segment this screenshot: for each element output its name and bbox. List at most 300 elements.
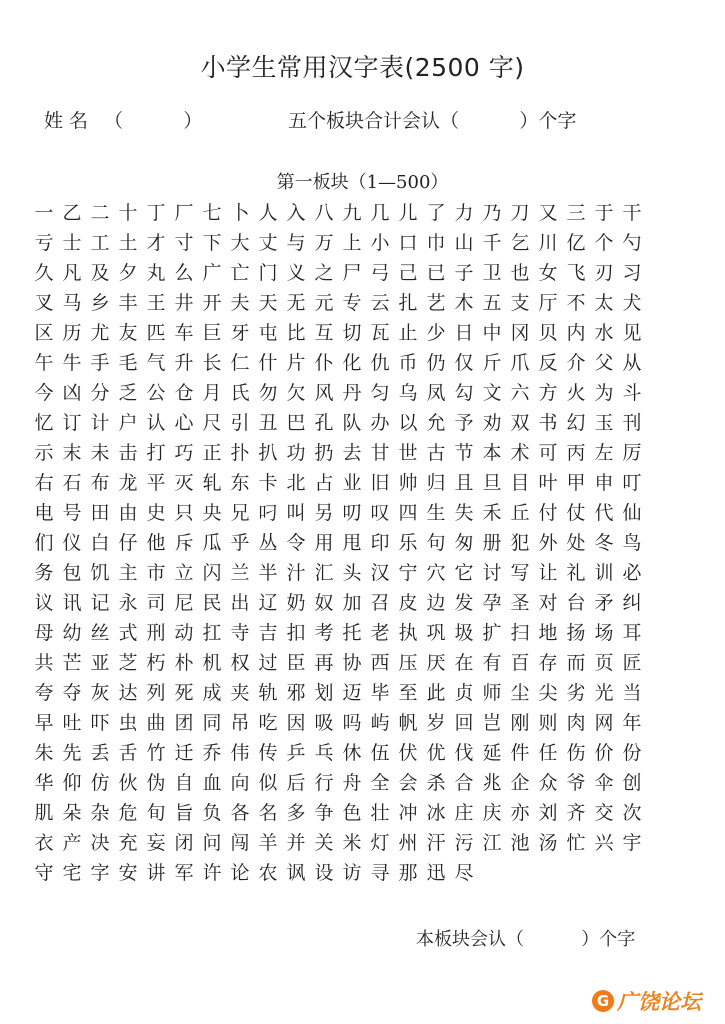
char-cell: 已 xyxy=(426,262,446,284)
char-cell: 正 xyxy=(202,442,222,464)
char-cell: 爷 xyxy=(566,772,586,794)
char-cell: 爪 xyxy=(510,352,530,374)
char-cell: 尺 xyxy=(202,412,222,434)
char-cell: 水 xyxy=(594,322,614,344)
char-cell: 团 xyxy=(174,712,194,734)
char-cell: 负 xyxy=(202,802,222,824)
char-cell: 托 xyxy=(342,622,362,644)
char-row xyxy=(30,768,702,798)
char-cell: 丢 xyxy=(90,742,110,764)
char-cell: 冬 xyxy=(594,532,614,554)
char-cell: 支 xyxy=(510,292,530,314)
char-row xyxy=(30,498,702,528)
char-cell: 传 xyxy=(258,742,278,764)
char-cell: 王 xyxy=(146,292,166,314)
char-cell: 成 xyxy=(202,682,222,704)
char-cell: 册 xyxy=(482,532,502,554)
name-label: 姓 名 xyxy=(44,110,89,132)
char-cell: 衣 xyxy=(34,832,54,854)
char-cell: 反 xyxy=(538,352,558,374)
char-cell: 日 xyxy=(454,322,474,344)
char-row xyxy=(30,408,702,438)
char-cell: 会 xyxy=(398,772,418,794)
char-cell: 汇 xyxy=(314,562,334,584)
char-cell: 东 xyxy=(230,472,250,494)
char-cell: 列 xyxy=(146,682,166,704)
char-cell: 鸟 xyxy=(622,532,642,554)
char-cell: 区 xyxy=(34,322,54,344)
char-cell: 氏 xyxy=(230,382,250,404)
char-cell: 寺 xyxy=(230,622,250,644)
char-cell: 六 xyxy=(510,382,530,404)
char-row xyxy=(30,588,702,618)
char-row xyxy=(30,348,702,378)
char-cell: 扫 xyxy=(510,622,530,644)
char-cell: 污 xyxy=(454,832,474,854)
char-cell: 节 xyxy=(454,442,474,464)
char-cell: 幻 xyxy=(566,412,586,434)
logo-mark: G xyxy=(592,990,614,1012)
char-cell: 厂 xyxy=(174,202,194,224)
char-cell: 互 xyxy=(314,322,334,344)
char-cell: 过 xyxy=(258,652,278,674)
char-cell: 井 xyxy=(174,292,194,314)
char-cell: 页 xyxy=(594,652,614,674)
char-cell: 犬 xyxy=(622,292,642,314)
char-cell: 再 xyxy=(314,652,334,674)
char-cell: 见 xyxy=(622,322,642,344)
char-cell: 羊 xyxy=(258,832,278,854)
char-cell: 田 xyxy=(90,502,110,524)
char-cell: 斤 xyxy=(482,352,502,374)
char-cell: 旧 xyxy=(370,472,390,494)
char-cell: 凡 xyxy=(62,262,82,284)
char-cell: 义 xyxy=(286,262,306,284)
char-cell: 刀 xyxy=(510,202,530,224)
char-cell: 引 xyxy=(230,412,250,434)
char-cell: 后 xyxy=(286,772,306,794)
char-cell: 闪 xyxy=(202,562,222,584)
char-cell: 丰 xyxy=(118,292,138,314)
char-cell: 片 xyxy=(286,352,306,374)
char-cell: 飞 xyxy=(566,262,586,284)
char-cell: 老 xyxy=(370,622,390,644)
char-cell: 讽 xyxy=(286,862,306,884)
char-cell: 刚 xyxy=(510,712,530,734)
char-cell: 汉 xyxy=(370,562,390,584)
char-cell: 巴 xyxy=(286,412,306,434)
char-cell: 仁 xyxy=(230,352,250,374)
char-cell: 师 xyxy=(482,682,502,704)
char-cell: 共 xyxy=(34,652,54,674)
char-cell: 儿 xyxy=(398,202,418,224)
char-cell: 户 xyxy=(118,412,138,434)
char-cell: 久 xyxy=(34,262,54,284)
char-cell: 贞 xyxy=(454,682,474,704)
char-cell: 今 xyxy=(34,382,54,404)
char-cell: 迈 xyxy=(342,682,362,704)
char-cell: 吊 xyxy=(230,712,250,734)
char-cell: 归 xyxy=(426,472,446,494)
char-cell: 兄 xyxy=(230,502,250,524)
char-row xyxy=(30,828,702,858)
char-cell: 夺 xyxy=(62,682,82,704)
char-cell: 乡 xyxy=(90,292,110,314)
char-cell: 主 xyxy=(118,562,138,584)
char-cell: 上 xyxy=(342,232,362,254)
char-cell: 历 xyxy=(62,322,82,344)
char-cell: 达 xyxy=(118,682,138,704)
char-cell: 白 xyxy=(90,532,110,554)
char-cell: 而 xyxy=(566,652,586,674)
char-cell: 划 xyxy=(314,682,334,704)
char-cell: 旦 xyxy=(482,472,502,494)
char-cell: 及 xyxy=(90,262,110,284)
char-cell: 轨 xyxy=(258,682,278,704)
char-cell: 轧 xyxy=(202,472,222,494)
char-cell: 令 xyxy=(286,532,306,554)
char-cell: 那 xyxy=(398,862,418,884)
char-cell: 世 xyxy=(398,442,418,464)
char-cell: 虫 xyxy=(118,712,138,734)
section-footer: 本板块会认（ ）个字 xyxy=(416,929,636,950)
char-cell: 母 xyxy=(34,622,54,644)
char-cell: 石 xyxy=(62,472,82,494)
char-cell: 女 xyxy=(538,262,558,284)
char-cell: 扑 xyxy=(230,442,250,464)
char-cell: 占 xyxy=(314,472,334,494)
logo-text: 广饶论坛 xyxy=(617,990,701,1014)
char-cell: 帅 xyxy=(398,472,418,494)
char-cell: 伞 xyxy=(594,772,614,794)
char-cell: 艺 xyxy=(426,292,446,314)
char-cell: 之 xyxy=(314,262,334,284)
char-cell: 宇 xyxy=(622,832,642,854)
char-cell: 任 xyxy=(538,742,558,764)
char-cell: 叼 xyxy=(258,502,278,524)
char-cell: 刑 xyxy=(146,622,166,644)
char-cell: 又 xyxy=(538,202,558,224)
char-cell: 们 xyxy=(34,532,54,554)
char-cell: 个 xyxy=(594,232,614,254)
char-cell: 西 xyxy=(370,652,390,674)
char-cell: 压 xyxy=(398,652,418,674)
char-cell: 瓦 xyxy=(370,322,390,344)
char-cell: 风 xyxy=(314,382,334,404)
char-cell: 扬 xyxy=(566,622,586,644)
char-cell: 圣 xyxy=(510,592,530,614)
char-cell: 可 xyxy=(538,442,558,464)
char-row xyxy=(30,528,702,558)
char-cell: 米 xyxy=(342,832,362,854)
char-cell: 牙 xyxy=(230,322,250,344)
char-cell: 包 xyxy=(62,562,82,584)
char-cell: 光 xyxy=(594,682,614,704)
char-cell: 口 xyxy=(398,232,418,254)
char-cell: 圾 xyxy=(454,622,474,644)
char-cell: 太 xyxy=(594,292,614,314)
char-cell: 此 xyxy=(426,682,446,704)
char-cell: 决 xyxy=(90,832,110,854)
char-cell: 延 xyxy=(482,742,502,764)
char-cell: 厅 xyxy=(538,292,558,314)
char-cell: 设 xyxy=(314,862,334,884)
char-cell: 马 xyxy=(62,292,82,314)
char-cell: 辽 xyxy=(258,592,278,614)
char-cell: 文 xyxy=(482,382,502,404)
char-cell: 术 xyxy=(510,442,530,464)
char-cell: 巧 xyxy=(174,442,194,464)
char-cell: 万 xyxy=(314,232,334,254)
char-cell: 仇 xyxy=(370,352,390,374)
char-cell: 生 xyxy=(426,502,446,524)
char-cell: 矛 xyxy=(594,592,614,614)
char-cell: 仔 xyxy=(118,532,138,554)
char-cell: 许 xyxy=(202,862,222,884)
char-cell: 灰 xyxy=(90,682,110,704)
site-logo xyxy=(592,986,701,1016)
char-cell: 创 xyxy=(622,772,642,794)
char-cell: 丘 xyxy=(510,502,530,524)
char-cell: 干 xyxy=(622,202,642,224)
char-cell: 仗 xyxy=(566,502,586,524)
char-cell: 帆 xyxy=(398,712,418,734)
char-row xyxy=(30,648,702,678)
char-cell: 权 xyxy=(230,652,250,674)
char-cell: 全 xyxy=(370,772,390,794)
char-cell: 目 xyxy=(510,472,530,494)
char-cell: 众 xyxy=(538,772,558,794)
char-cell: 加 xyxy=(342,592,362,614)
char-cell: 忆 xyxy=(34,412,54,434)
char-cell: 先 xyxy=(62,742,82,764)
char-cell: 丑 xyxy=(258,412,278,434)
char-cell: 乞 xyxy=(510,232,530,254)
char-cell: 当 xyxy=(622,682,642,704)
char-cell: 另 xyxy=(314,502,334,524)
char-cell: 办 xyxy=(370,412,390,434)
char-cell: 交 xyxy=(594,802,614,824)
char-cell: 奴 xyxy=(314,592,334,614)
char-cell: 千 xyxy=(482,232,502,254)
char-cell: 朱 xyxy=(34,742,54,764)
char-cell: 卜 xyxy=(230,202,250,224)
char-cell: 心 xyxy=(174,412,194,434)
char-cell: 朴 xyxy=(174,652,194,674)
name-blank: （ ） xyxy=(104,110,203,132)
char-cell: 尖 xyxy=(538,682,558,704)
char-cell: 江 xyxy=(482,832,502,854)
char-row xyxy=(30,468,702,498)
char-cell: 二 xyxy=(90,202,110,224)
total-count-label: 五个板块合计会认（ ）个字 xyxy=(288,110,577,132)
char-cell: 勾 xyxy=(454,382,474,404)
char-row xyxy=(30,738,702,768)
char-cell: 厉 xyxy=(622,442,642,464)
char-cell: 劣 xyxy=(566,682,586,704)
char-cell: 壮 xyxy=(370,802,390,824)
char-cell: 无 xyxy=(286,292,306,314)
char-cell: 尘 xyxy=(510,682,530,704)
char-cell: 甲 xyxy=(566,472,586,494)
char-cell: 幼 xyxy=(62,622,82,644)
char-cell: 训 xyxy=(594,562,614,584)
char-cell: 协 xyxy=(342,652,362,674)
char-cell: 叉 xyxy=(34,292,54,314)
char-cell: 付 xyxy=(538,502,558,524)
char-cell: 外 xyxy=(538,532,558,554)
char-cell: 尼 xyxy=(174,592,194,614)
char-cell: 写 xyxy=(510,562,530,584)
char-cell: 多 xyxy=(286,802,306,824)
char-cell: 亿 xyxy=(566,232,586,254)
char-cell: 吐 xyxy=(62,712,82,734)
char-cell: 纠 xyxy=(622,592,642,614)
char-cell: 才 xyxy=(146,232,166,254)
char-cell: 禾 xyxy=(482,502,502,524)
char-row xyxy=(30,798,702,828)
char-cell: 山 xyxy=(454,232,474,254)
char-cell: 乃 xyxy=(482,202,502,224)
char-cell: 价 xyxy=(594,742,614,764)
char-cell: 执 xyxy=(398,622,418,644)
char-cell: 屿 xyxy=(370,712,390,734)
char-cell: 竹 xyxy=(146,742,166,764)
char-cell: 认 xyxy=(146,412,166,434)
char-cell: 龙 xyxy=(118,472,138,494)
char-cell: 军 xyxy=(174,862,194,884)
char-cell: 屯 xyxy=(258,322,278,344)
char-cell: 扩 xyxy=(482,622,502,644)
char-cell: 十 xyxy=(118,202,138,224)
info-row xyxy=(0,106,725,134)
char-cell: 充 xyxy=(118,832,138,854)
char-cell: 吉 xyxy=(258,622,278,644)
char-cell: 方 xyxy=(538,382,558,404)
char-cell: 以 xyxy=(398,412,418,434)
char-cell: 兰 xyxy=(230,562,250,584)
char-cell: 从 xyxy=(622,352,642,374)
char-cell: 伏 xyxy=(398,742,418,764)
character-grid xyxy=(30,198,702,888)
char-cell: 于 xyxy=(594,202,614,224)
char-cell: 市 xyxy=(146,562,166,584)
char-cell: 伍 xyxy=(370,742,390,764)
char-cell: 乌 xyxy=(398,382,418,404)
char-cell: 未 xyxy=(90,442,110,464)
char-cell: 伤 xyxy=(566,742,586,764)
char-row xyxy=(30,318,702,348)
char-cell: 什 xyxy=(258,352,278,374)
char-cell: 讲 xyxy=(146,862,166,884)
char-cell: 代 xyxy=(594,502,614,524)
char-cell: 凶 xyxy=(62,382,82,404)
char-cell: 讨 xyxy=(482,562,502,584)
char-cell: 申 xyxy=(594,472,614,494)
char-cell: 伙 xyxy=(118,772,138,794)
char-cell: 孔 xyxy=(314,412,334,434)
char-cell: 去 xyxy=(342,442,362,464)
char-cell: 力 xyxy=(454,202,474,224)
char-cell: 凤 xyxy=(426,382,446,404)
char-cell: 午 xyxy=(34,352,54,374)
char-cell: 丸 xyxy=(146,262,166,284)
char-cell: 杀 xyxy=(426,772,446,794)
char-cell: 元 xyxy=(314,292,334,314)
char-cell: 农 xyxy=(258,862,278,884)
char-cell: 为 xyxy=(594,382,614,404)
char-cell: 专 xyxy=(342,292,362,314)
char-cell: 史 xyxy=(146,502,166,524)
section-title: 第一板块（1—500） xyxy=(276,172,449,193)
char-row xyxy=(30,288,702,318)
char-cell: 开 xyxy=(202,292,222,314)
char-cell: 则 xyxy=(538,712,558,734)
char-cell: 安 xyxy=(118,862,138,884)
char-cell: 切 xyxy=(342,322,362,344)
char-cell: 产 xyxy=(62,832,82,854)
char-cell: 子 xyxy=(454,262,474,284)
char-cell: 舟 xyxy=(342,772,362,794)
char-cell: 各 xyxy=(230,802,250,824)
char-cell: 气 xyxy=(146,352,166,374)
char-cell: 闭 xyxy=(174,832,194,854)
char-cell: 长 xyxy=(202,352,222,374)
char-cell: 友 xyxy=(118,322,138,344)
char-cell: 寸 xyxy=(174,232,194,254)
char-cell: 毕 xyxy=(370,682,390,704)
char-cell: 丹 xyxy=(342,382,362,404)
char-cell: 汤 xyxy=(538,832,558,854)
char-cell: 功 xyxy=(286,442,306,464)
char-cell: 丈 xyxy=(258,232,278,254)
char-cell: 发 xyxy=(454,592,474,614)
char-cell: 巾 xyxy=(426,232,446,254)
char-cell: 网 xyxy=(594,712,614,734)
char-cell: 伐 xyxy=(454,742,474,764)
char-cell: 件 xyxy=(510,742,530,764)
char-cell: 不 xyxy=(566,292,586,314)
char-cell: 寻 xyxy=(370,862,390,884)
char-cell: 毛 xyxy=(118,352,138,374)
char-cell: 句 xyxy=(426,532,446,554)
char-cell: 民 xyxy=(202,592,222,614)
char-cell: 币 xyxy=(398,352,418,374)
char-row xyxy=(30,258,702,288)
char-cell: 仍 xyxy=(426,352,446,374)
char-cell: 迅 xyxy=(426,862,446,884)
char-cell: 亦 xyxy=(510,802,530,824)
char-cell: 汁 xyxy=(286,562,306,584)
char-row xyxy=(30,708,702,738)
char-cell: 饥 xyxy=(90,562,110,584)
char-cell: 因 xyxy=(286,712,306,734)
char-cell: 亚 xyxy=(90,652,110,674)
char-cell: 夫 xyxy=(230,292,250,314)
char-cell: 尽 xyxy=(454,862,474,884)
char-cell: 父 xyxy=(594,352,614,374)
char-cell: 旨 xyxy=(174,802,194,824)
char-cell: 升 xyxy=(174,352,194,374)
char-cell: 末 xyxy=(62,442,82,464)
char-cell: 地 xyxy=(538,622,558,644)
char-cell: 扒 xyxy=(258,442,278,464)
char-cell: 召 xyxy=(370,592,390,614)
char-cell: 弓 xyxy=(370,262,390,284)
char-cell: 肉 xyxy=(566,712,586,734)
char-cell: 天 xyxy=(258,292,278,314)
char-cell: 叮 xyxy=(622,472,642,494)
